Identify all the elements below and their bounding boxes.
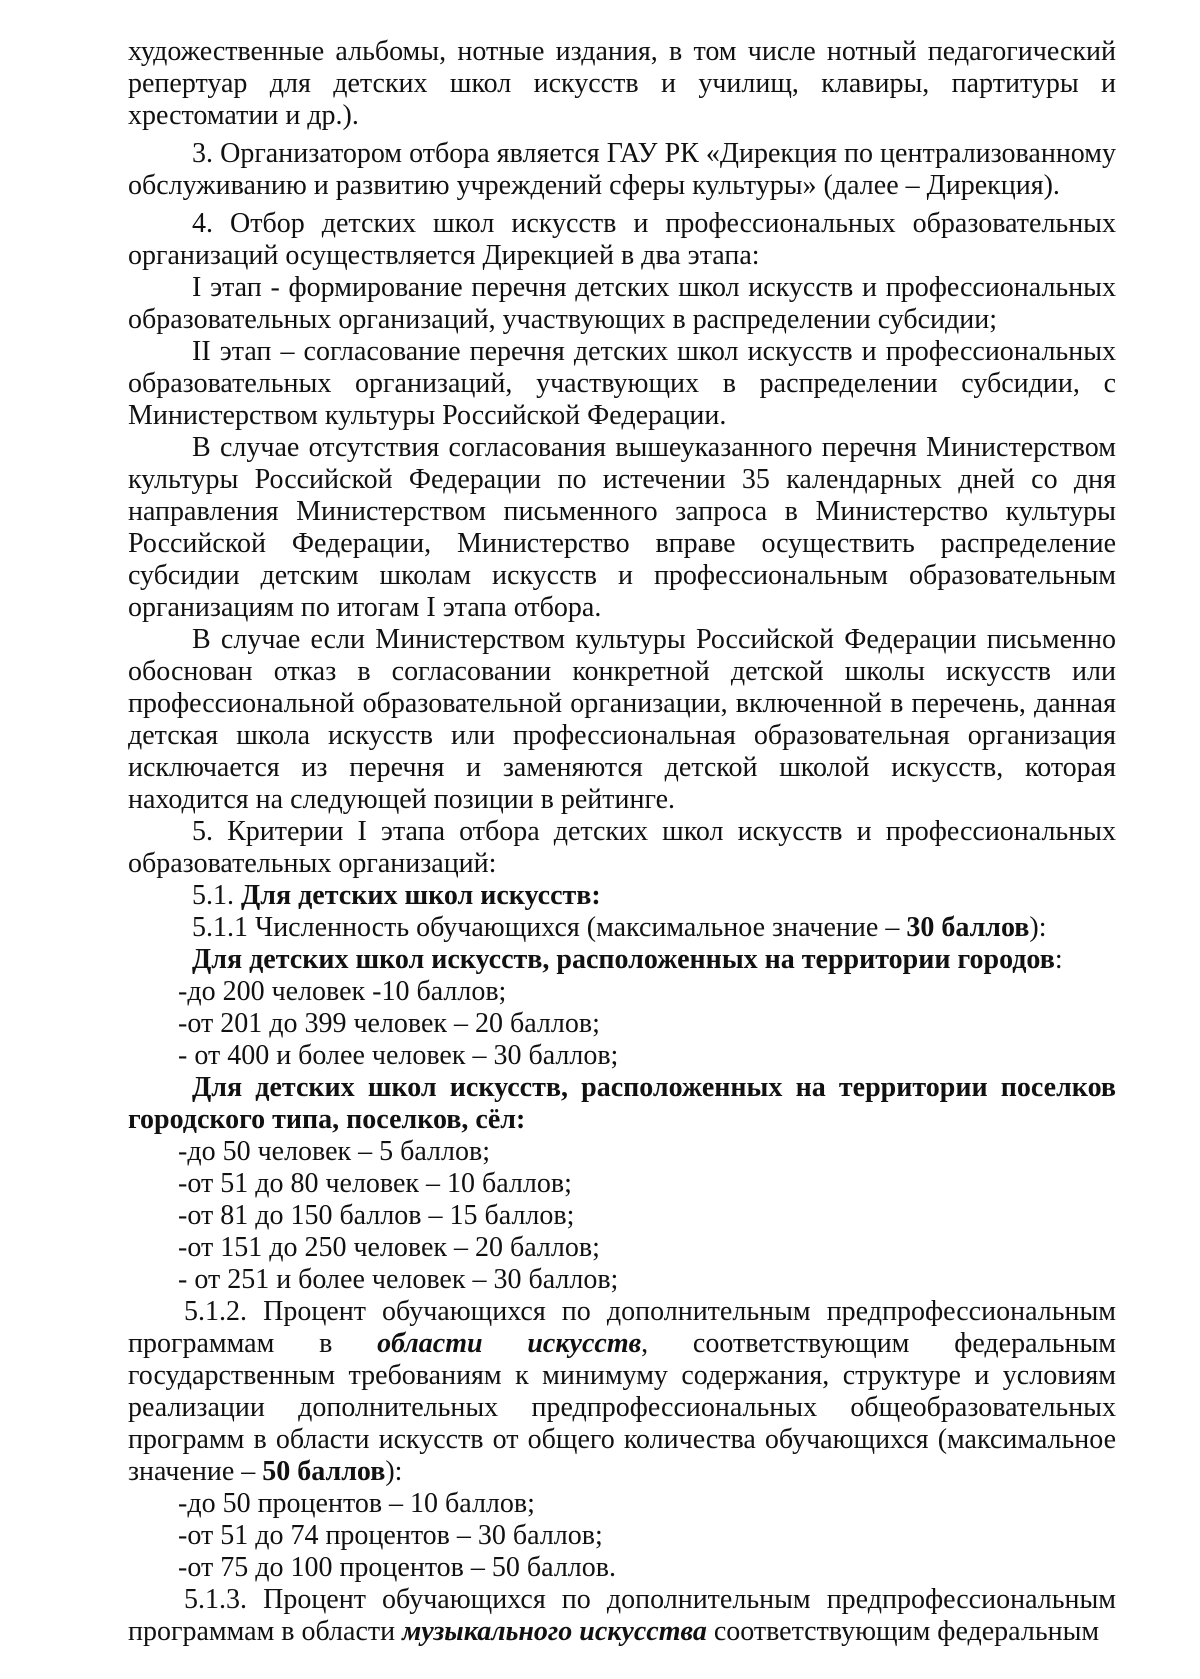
section-4-paragraph: 4. Отбор детских школ искусств и профессиональных образовательных организаций осуществляется Дирекцией в два этапа: <box>128 208 1116 271</box>
section-5-1-3-emphasis: музыкального искусства <box>402 1616 707 1647</box>
section-5-paragraph: 5. Критерии I этапа отбора детских школ искусств и профессиональных образовательных организаций: <box>128 816 1116 879</box>
percent-score-list <box>128 1488 1116 1584</box>
cities-heading <box>128 944 1116 976</box>
stage-1-paragraph: I этап - формирование перечня детских школ искусств и профессиональных образовательных организаций, участвующих в распределении субсидии; <box>128 272 1116 335</box>
refusal-paragraph: В случае если Министерством культуры Российской Федерации письменно обоснован отказ в согласовании конкретной детской школы искусств или профессиональной образовательной организации, включенной в перечень, данная детская школа искусств или профессиональная образовательная организация исключается из перечня и заменяются детской школой искусств, которая находится на следующей позиции в рейтинге. <box>128 624 1116 815</box>
list-item: -от 51 до 80 человек – 10 баллов; <box>178 1168 572 1199</box>
list-item: - от 251 и более человек – 30 баллов; <box>178 1264 619 1295</box>
intro-paragraph: художественные альбомы, нотные издания, в том числе нотный педагогический репертуар для детских школ искусств и училищ, клавиры, партитуры и хрестоматии и др.). <box>128 36 1116 131</box>
list-item: -от 81 до 150 баллов – 15 баллов; <box>178 1200 575 1231</box>
section-5-1-3-text-a: 5.1.3. Процент обучающихся по дополнительным предпрофессиональным программам в области <box>128 1584 1116 1647</box>
section-5-1-heading <box>128 880 1116 912</box>
section-5-1-1-max-score: 30 баллов <box>906 912 1030 943</box>
section-5-1-1-text: 5.1.1 Численность обучающихся (максимальное значение – <box>192 912 907 943</box>
cities-score-list <box>128 976 1116 1072</box>
section-5-1-title: Для детских школ искусств: <box>241 880 601 911</box>
section-3-paragraph: 3. Организатором отбора является ГАУ РК «Дирекция по централизованному обслуживанию и развитию учреждений сферы культуры» (далее – Дирекция). <box>128 138 1116 201</box>
section-5-1-2-text-a: 5.1.2. Процент обучающихся по дополнительным предпрофессиональным программам в <box>128 1296 1116 1359</box>
list-item: - от 400 и более человек – 30 баллов; <box>178 1040 619 1071</box>
no-approval-paragraph: В случае отсутствия согласования вышеуказанного перечня Министерством культуры Российской Федерации по истечении 35 календарных дней со дня направления Министерством письменного запроса в Министерство культуры Российской Федерации, Министерство вправе осуществить распределение субсидии детским школам искусств и профессиональным образовательным организациям по итогам I этапа отбора. <box>128 432 1116 623</box>
list-item: -до 200 человек -10 баллов; <box>178 976 507 1007</box>
list-item: -от 201 до 399 человек – 20 баллов; <box>178 1008 600 1039</box>
list-item: -от 151 до 250 человек – 20 баллов; <box>178 1232 600 1263</box>
section-5-1-number: 5.1. <box>192 880 241 911</box>
list-item: -от 51 до 74 процентов – 30 баллов; <box>178 1520 603 1551</box>
section-5-1-3-paragraph <box>128 1584 1116 1648</box>
section-5-1-2-paragraph <box>128 1296 1116 1488</box>
section-5-1-2-max-score: 50 баллов <box>262 1456 386 1487</box>
stage-2-paragraph: II этап – согласование перечня детских школ искусств и профессиональных образовательных организаций, участвующих в распределении субсидии, с Министерством культуры Российской Федерации. <box>128 336 1116 431</box>
list-item: -от 75 до 100 процентов – 50 баллов. <box>178 1552 616 1583</box>
cities-heading-text: Для детских школ искусств, расположенных на территории городов <box>192 944 1055 975</box>
section-5-1-1-end: ): <box>1029 912 1047 943</box>
section-5-1-2-emphasis: области искусств <box>377 1328 642 1359</box>
towns-score-list <box>128 1136 1116 1296</box>
document-body <box>128 36 1116 1648</box>
towns-heading: Для детских школ искусств, расположенных на территории поселков городского типа, поселков, сёл: <box>128 1072 1116 1135</box>
section-5-1-1-paragraph <box>128 912 1116 944</box>
list-item: -до 50 процентов – 10 баллов; <box>178 1488 535 1519</box>
section-5-1-3-text-b: соответствующим федеральным <box>706 1616 1100 1647</box>
cities-heading-colon: : <box>1054 944 1063 975</box>
section-5-1-2-end: ): <box>385 1456 403 1487</box>
list-item: -до 50 человек – 5 баллов; <box>178 1136 491 1167</box>
section-5-1-2-text-b: , соответствующим федеральным государственным требованиям к минимуму содержания, структуре и условиям реализации дополнительных предпрофессиональных общеобразовательных программ в области искусств от общего количества обучающихся (максимальное значение – <box>128 1328 1117 1487</box>
